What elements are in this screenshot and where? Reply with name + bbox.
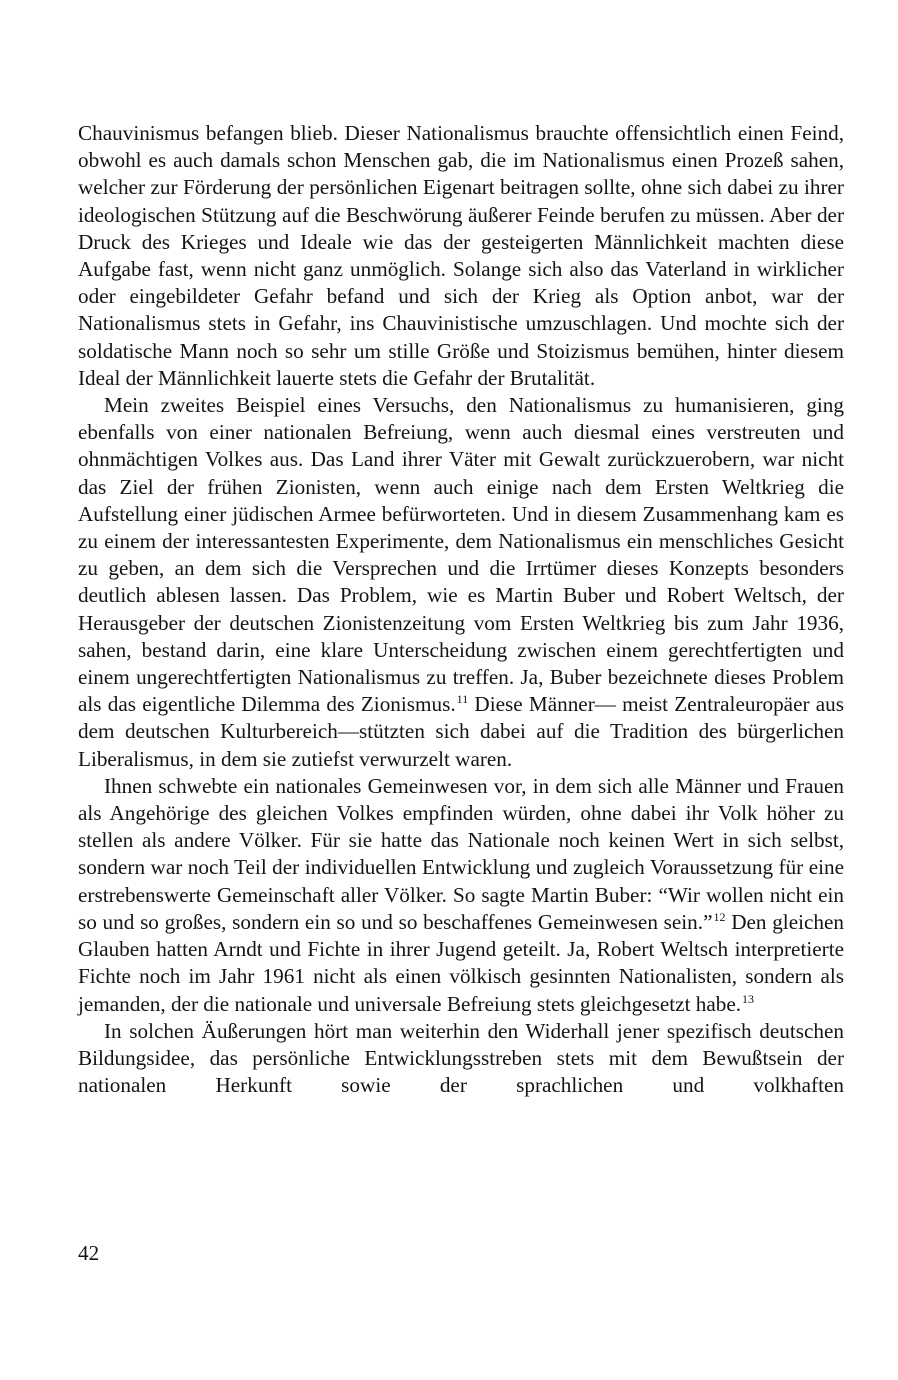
footnote-ref-13[interactable]: 13 bbox=[742, 991, 755, 1006]
paragraph-text: Mein zweites Beispiel eines Versuchs, den Nationalismus zu humanisieren, ging ebenfalls von einer nationalen Befreiung, wenn auch diesmal eines verstreuten und ohnmächtigen Volkes aus. Das Land ihrer Väter mit Gewalt zurückzuerobern, war nicht das Ziel der frühen Zionisten, wenn auch einige nach dem Ersten Weltkrieg die Aufstellung einer jüdischen Armee befürworteten. Und in diesem Zusammenhang kam es zu einem der interessantesten Experimente, dem Nationalismus ein menschliches Gesicht zu geben, an dem sich die Versprechen und die Irrtümer dieses Konzepts besonders deutlich ablesen lassen. Das Problem, wie es Martin Buber und Robert Weltsch, der Herausgeber der deutschen Zionistenzeitung vom Ersten Weltkrieg bis zum Jahr 1936, sahen, bestand darin, eine klare Unterscheidung zwischen einem gerechtfertigten und einem ungerechtfertigten Nationalismus zu treffen. Ja, Buber bezeichnete dieses Problem als das eigentliche Dilemma des Zionismus. bbox=[78, 393, 844, 717]
paragraph-4 bbox=[78, 1018, 844, 1100]
paragraph-text: Ihnen schwebte ein nationales Gemeinwesen vor, in dem sich alle Männer und Frauen als Angehörige des gleichen Volkes empfinden würden, ohne dabei ihr Volk höher zu stellen als andere Völker. Für sie hatte das Nationale noch keinen Wert in sich selbst, sondern war noch Teil der individuellen Entwicklung und zugleich Voraussetzung für eine erstrebenswerte Gemeinschaft aller Völker. So sagte Martin Buber: “Wir wollen nicht ein so und so großes, sondern ein so und so beschaffenes Gemeinwesen sein.” bbox=[78, 773, 844, 934]
paragraph-3 bbox=[78, 773, 844, 1018]
paragraph-text: In solchen Äußerungen hört man weiterhin den Widerhall jener spezifisch deutschen Bildungsidee, das persönliche Entwicklungsstreben stets mit dem Bewußtsein der nationalen Herkunft sowie der sprachlichen und volkhaften bbox=[78, 1018, 844, 1098]
page-number: 42 bbox=[78, 1241, 100, 1265]
footnote-ref-12[interactable]: 12 bbox=[713, 909, 726, 924]
paragraph-text: Chauvinismus befangen blieb. Dieser Nationalismus brauchte offensichtlich einen Feind, obwohl es auch damals schon Menschen gab, die im Nationalismus einen Prozeß sahen, welcher zur Förderung der persönlichen Eigenart beitragen sollte, ohne sich dabei zu ihrer ideologischen Stützung auf die Beschwörung äußerer Feinde berufen zu müssen. Aber der Druck des Krieges und Ideale wie das der gesteigerten Männlichkeit machten diese Aufgabe fast, wenn nicht ganz unmöglich. Solange sich also das Vaterland in wirklicher oder eingebildeter Gefahr befand und sich der Krieg als Option anbot, war der Nationalismus stets in Gefahr, ins Chauvinistische umzuschlagen. Und mochte sich der soldatische Mann noch so sehr um stille Größe und Stoizismus bemühen, hinter diesem Ideal der Männlichkeit lauerte stets die Gefahr der Brutalität. bbox=[78, 121, 844, 390]
paragraph-text: Den gleichen Glauben hatten Arndt und Fichte in ihrer Jugend geteilt. Ja, Robert Weltsch interpretierte Fichte noch im Jahr 1961 nicht als einen völkisch gesinnten Nationalisten, sondern als jemanden, der die nationale und universale Befreiung stets gleichgesetzt habe. bbox=[78, 909, 844, 1016]
body-text bbox=[78, 120, 844, 1099]
paragraph-2 bbox=[78, 392, 844, 773]
footnote-ref-11[interactable]: 11 bbox=[456, 692, 469, 707]
paragraph-text: Diese Männer— meist Zentraleuropäer aus dem deutschen Kulturbereich—stützten sich dabei auf die Tradition des bürgerlichen Liberalismus, in dem sie zutiefst verwurzelt waren. bbox=[78, 692, 844, 771]
paragraph-1 bbox=[78, 120, 844, 392]
